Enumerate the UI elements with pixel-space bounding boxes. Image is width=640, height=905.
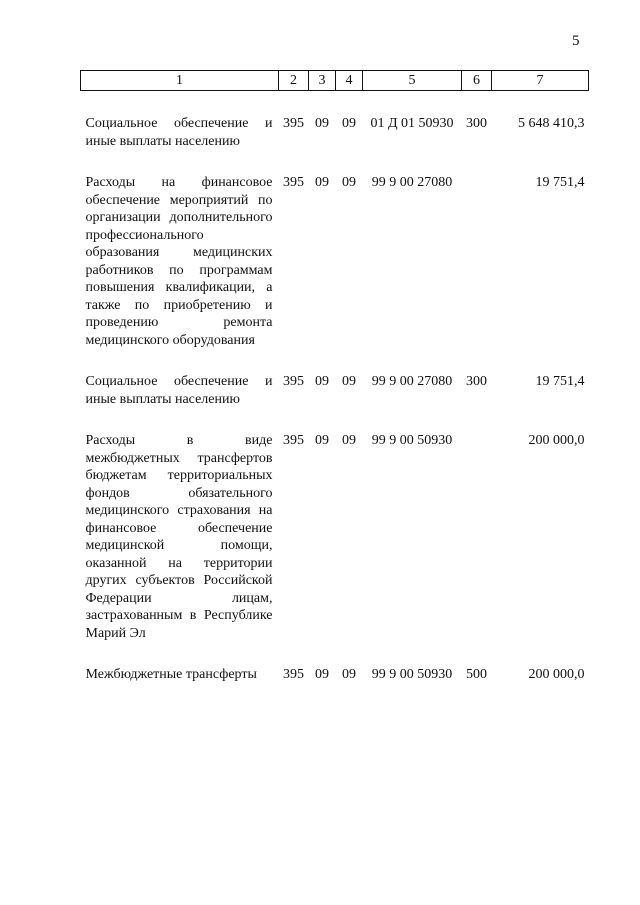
column-header-3: 3 (309, 71, 336, 91)
row-name: Расходы на финансовое обеспечение мероприятий по организации дополнительного профессионального образования медицинских работников по программам повышения квалификации, а также по приобретению и проведению ремонта медицинского оборудования (85, 175, 273, 348)
header-row (81, 71, 589, 91)
row-target-code: 99 9 00 27080 (371, 374, 453, 389)
budget-table (80, 70, 589, 684)
column-header-7: 7 (492, 71, 589, 91)
table-body (81, 91, 589, 684)
row-expense-type-code (462, 174, 492, 349)
page-number: 5 (572, 33, 580, 49)
column-header-6: 6 (462, 71, 492, 91)
column-header-1: 1 (81, 71, 279, 91)
row-target-code: 99 9 00 27080 (371, 175, 453, 190)
row-name: Социальное обеспечение и иные выплаты населению (85, 374, 273, 407)
row-target-code: 99 9 00 50930 (371, 433, 453, 448)
row-name: Межбюджетные трансферты (85, 667, 257, 682)
row-section-code: 09 (315, 116, 329, 131)
row-name: Расходы в виде межбюджетных трансфертов бюджетам территориальных фондов обязательного медицинского страхования на финансовое обеспечение медицинской помощи, оказанной на территории других субъектов Российской Федерации лицам, застрахованным в Республике Марий Эл (85, 433, 273, 641)
table-row (81, 174, 589, 349)
row-section-code: 09 (315, 374, 329, 389)
row-expense-type-code: 500 (466, 667, 487, 682)
row-subsection-code: 09 (342, 667, 356, 682)
table-row (81, 666, 589, 684)
row-section-code: 09 (315, 175, 329, 190)
row-amount: 19 751,4 (535, 175, 585, 190)
row-amount: 200 000,0 (528, 433, 585, 448)
row-subsection-code: 09 (342, 374, 356, 389)
table-row (81, 432, 589, 642)
row-expense-type-code (462, 432, 492, 642)
row-ministry-code: 395 (283, 433, 304, 448)
table-row (81, 373, 589, 408)
row-amount: 200 000,0 (528, 667, 585, 682)
row-amount: 5 648 410,3 (518, 116, 585, 131)
row-subsection-code: 09 (342, 175, 356, 190)
row-expense-type-code: 300 (466, 374, 487, 389)
row-section-code: 09 (315, 433, 329, 448)
row-ministry-code: 395 (283, 175, 304, 190)
table-row (81, 115, 589, 150)
row-target-code: 01 Д 01 50930 (370, 116, 454, 131)
row-ministry-code: 395 (283, 374, 304, 389)
row-ministry-code: 395 (283, 667, 304, 682)
table-header (81, 71, 589, 91)
row-section-code: 09 (315, 667, 329, 682)
row-name: Социальное обеспечение и иные выплаты населению (85, 116, 273, 149)
column-header-5: 5 (363, 71, 462, 91)
column-header-4: 4 (336, 71, 363, 91)
row-subsection-code: 09 (342, 116, 356, 131)
column-header-2: 2 (279, 71, 309, 91)
row-amount: 19 751,4 (535, 374, 585, 389)
row-expense-type-code: 300 (466, 116, 487, 131)
row-target-code: 99 9 00 50930 (371, 667, 453, 682)
row-ministry-code: 395 (283, 116, 304, 131)
row-subsection-code: 09 (342, 433, 356, 448)
